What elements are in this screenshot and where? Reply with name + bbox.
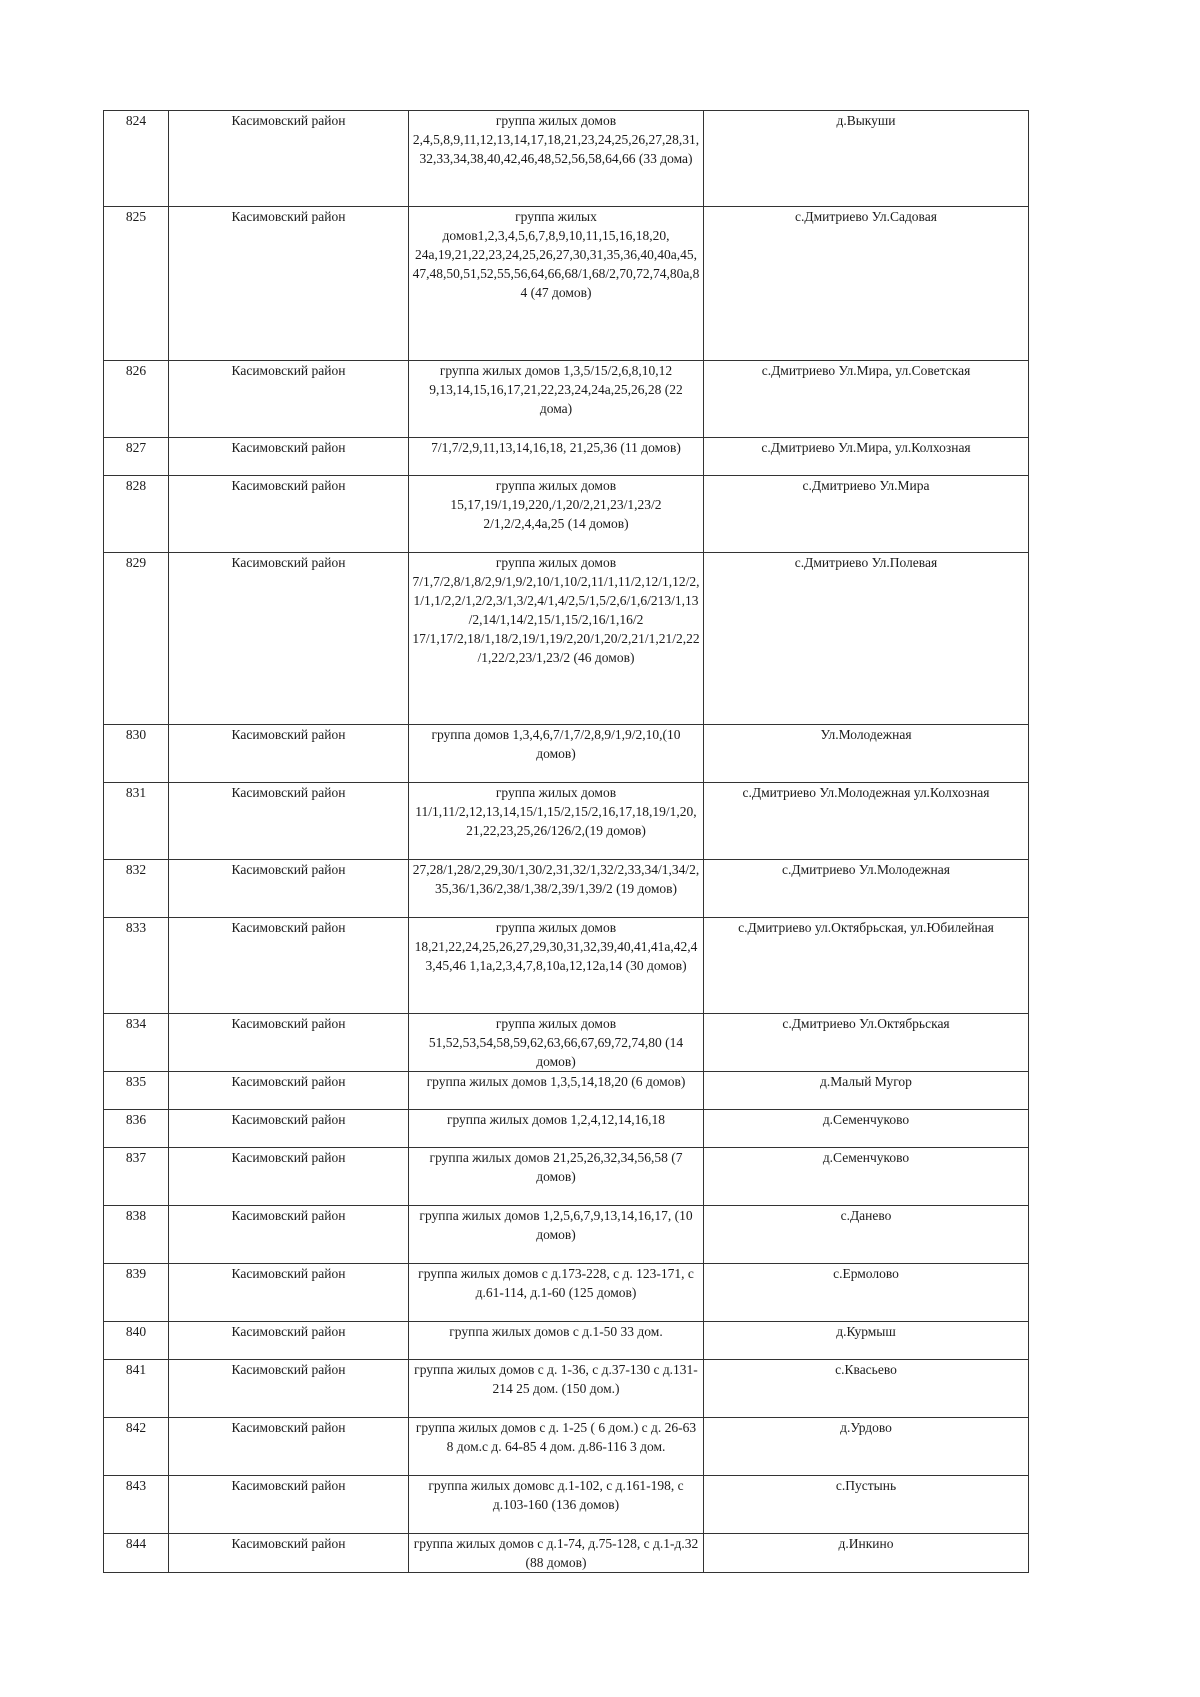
table-row bbox=[104, 725, 1029, 783]
region-cell: Касимовский район bbox=[169, 476, 409, 553]
locality-cell: с.Дмитриево Ул.Мира, ул.Колхозная bbox=[704, 438, 1029, 476]
region-cell: Касимовский район bbox=[169, 1148, 409, 1206]
houses-cell: группа жилых домов 1,3,5,14,18,20 (6 домов) bbox=[409, 1072, 704, 1110]
houses-cell: 7/1,7/2,9,11,13,14,16,18, 21,25,36 (11 домов) bbox=[409, 438, 704, 476]
region-cell: Касимовский район bbox=[169, 438, 409, 476]
table-row bbox=[104, 1072, 1029, 1110]
row-number-cell: 844 bbox=[104, 1534, 169, 1573]
locality-cell: с.Дмитриево Ул.Октябрьская bbox=[704, 1014, 1029, 1072]
row-number-cell: 842 bbox=[104, 1418, 169, 1476]
row-number-cell: 833 bbox=[104, 918, 169, 1014]
houses-cell: 27,28/1,28/2,29,30/1,30/2,31,32/1,32/2,33,34/1,34/2,35,36/1,36/2,38/1,38/2,39/1,39/2 (19 домов) bbox=[409, 860, 704, 918]
locality-cell: с.Квасьево bbox=[704, 1360, 1029, 1418]
houses-cell: группа жилых домов 18,21,22,24,25,26,27,29,30,31,32,39,40,41,41а,42,43,45,46 1,1а,2,3,4,7,8,10а,12,12а,14 (30 домов) bbox=[409, 918, 704, 1014]
row-number-cell: 838 bbox=[104, 1206, 169, 1264]
region-cell: Касимовский район bbox=[169, 1322, 409, 1360]
table-row bbox=[104, 1476, 1029, 1534]
row-number-cell: 840 bbox=[104, 1322, 169, 1360]
housing-table bbox=[103, 110, 1029, 1573]
region-cell: Касимовский район bbox=[169, 860, 409, 918]
region-cell: Касимовский район bbox=[169, 1360, 409, 1418]
table-row bbox=[104, 1360, 1029, 1418]
row-number-cell: 829 bbox=[104, 553, 169, 725]
region-cell: Касимовский район bbox=[169, 1110, 409, 1148]
region-cell: Касимовский район bbox=[169, 783, 409, 860]
region-cell: Касимовский район bbox=[169, 207, 409, 361]
locality-cell: с.Дмитриево Ул.Мира, ул.Советская bbox=[704, 361, 1029, 438]
region-cell: Касимовский район bbox=[169, 918, 409, 1014]
row-number-cell: 837 bbox=[104, 1148, 169, 1206]
table-row bbox=[104, 1110, 1029, 1148]
table-row bbox=[104, 918, 1029, 1014]
table-row bbox=[104, 860, 1029, 918]
houses-cell: группа жилых домов 1,2,4,12,14,16,18 bbox=[409, 1110, 704, 1148]
region-cell: Касимовский район bbox=[169, 1418, 409, 1476]
table-row bbox=[104, 1264, 1029, 1322]
row-number-cell: 841 bbox=[104, 1360, 169, 1418]
table-body bbox=[104, 111, 1029, 1573]
table-row bbox=[104, 438, 1029, 476]
table-row bbox=[104, 207, 1029, 361]
locality-cell: д.Семенчуково bbox=[704, 1110, 1029, 1148]
locality-cell: д.Урдово bbox=[704, 1418, 1029, 1476]
locality-cell: с.Дмитриево Ул.Мира bbox=[704, 476, 1029, 553]
locality-cell: д.Курмыш bbox=[704, 1322, 1029, 1360]
houses-cell: группа жилых домов с д.173-228, с д. 123-171, с д.61-114, д.1-60 (125 домов) bbox=[409, 1264, 704, 1322]
row-number-cell: 830 bbox=[104, 725, 169, 783]
row-number-cell: 835 bbox=[104, 1072, 169, 1110]
locality-cell: д.Выкуши bbox=[704, 111, 1029, 207]
houses-cell: группа жилых домов1,2,3,4,5,6,7,8,9,10,11,15,16,18,20, 24а,19,21,22,23,24,25,26,27,30,31,35,36,40,40а,45,47,48,50,51,52,55,56,64,66,68/1,68/2,70,72,74,80а,84 (47 домов) bbox=[409, 207, 704, 361]
houses-cell: группа жилых домов с д.1-74, д.75-128, с д.1-д.32 (88 домов) bbox=[409, 1534, 704, 1573]
locality-cell: д.Семенчуково bbox=[704, 1148, 1029, 1206]
region-cell: Касимовский район bbox=[169, 361, 409, 438]
region-cell: Касимовский район bbox=[169, 1206, 409, 1264]
table-row bbox=[104, 1534, 1029, 1573]
houses-cell: группа жилых домов с д. 1-36, с д.37-130 с д.131-214 25 дом. (150 дом.) bbox=[409, 1360, 704, 1418]
houses-cell: группа жилых домов 7/1,7/2,8/1,8/2,9/1,9/2,10/1,10/2,11/1,11/2,12/1,12/2, 1/1,1/2,2/1,2/2,3/1,3/2,4/1,4/2,5/1,5/2,6/1,6/213/1,13/2,14/1,14/2,15/1,15/2,16/1,16/2 17/1,17/2,18/1,18/2,19/1,19/2,20/1,20/2,21/1,21/2,22/1,22/2,23/1,23/2 (46 домов) bbox=[409, 553, 704, 725]
row-number-cell: 825 bbox=[104, 207, 169, 361]
locality-cell: с.Дмитриево Ул.Молодежная bbox=[704, 860, 1029, 918]
region-cell: Касимовский район bbox=[169, 1072, 409, 1110]
table-row bbox=[104, 1418, 1029, 1476]
houses-cell: группа жилых домов 15,17,19/1,19,220,/1,20/2,21,23/1,23/2 2/1,2/2,4,4а,25 (14 домов) bbox=[409, 476, 704, 553]
row-number-cell: 834 bbox=[104, 1014, 169, 1072]
locality-cell: д.Инкино bbox=[704, 1534, 1029, 1573]
houses-cell: группа жилых домов 1,3,5/15/2,6,8,10,12 9,13,14,15,16,17,21,22,23,24,24а,25,26,28 (22 дома) bbox=[409, 361, 704, 438]
row-number-cell: 836 bbox=[104, 1110, 169, 1148]
houses-cell: группа жилых домов 11/1,11/2,12,13,14,15/1,15/2,15/2,16,17,18,19/1,20,21,22,23,25,26/126/2,(19 домов) bbox=[409, 783, 704, 860]
row-number-cell: 839 bbox=[104, 1264, 169, 1322]
houses-cell: группа жилых домов с д.1-50 33 дом. bbox=[409, 1322, 704, 1360]
region-cell: Касимовский район bbox=[169, 725, 409, 783]
locality-cell: с.Дмитриево ул.Октябрьская, ул.Юбилейная bbox=[704, 918, 1029, 1014]
row-number-cell: 827 bbox=[104, 438, 169, 476]
region-cell: Касимовский район bbox=[169, 553, 409, 725]
locality-cell: с.Дмитриево Ул.Садовая bbox=[704, 207, 1029, 361]
table-row bbox=[104, 1206, 1029, 1264]
locality-cell: с.Дмитриево Ул.Полевая bbox=[704, 553, 1029, 725]
row-number-cell: 832 bbox=[104, 860, 169, 918]
locality-cell: д.Малый Мугор bbox=[704, 1072, 1029, 1110]
row-number-cell: 828 bbox=[104, 476, 169, 553]
region-cell: Касимовский район bbox=[169, 1264, 409, 1322]
table-row bbox=[104, 783, 1029, 860]
houses-cell: группа жилых домов 1,2,5,6,7,9,13,14,16,17, (10 домов) bbox=[409, 1206, 704, 1264]
locality-cell: с.Дмитриево Ул.Молодежная ул.Колхозная bbox=[704, 783, 1029, 860]
table-row bbox=[104, 1014, 1029, 1072]
row-number-cell: 824 bbox=[104, 111, 169, 207]
region-cell: Касимовский район bbox=[169, 111, 409, 207]
row-number-cell: 843 bbox=[104, 1476, 169, 1534]
houses-cell: группа жилых домов с д. 1-25 ( 6 дом.) с д. 26-63 8 дом.с д. 64-85 4 дом. д.86-116 3 дом. bbox=[409, 1418, 704, 1476]
region-cell: Касимовский район bbox=[169, 1476, 409, 1534]
locality-cell: с.Ермолово bbox=[704, 1264, 1029, 1322]
table-row bbox=[104, 111, 1029, 207]
region-cell: Касимовский район bbox=[169, 1014, 409, 1072]
region-cell: Касимовский район bbox=[169, 1534, 409, 1573]
houses-cell: группа жилых домов 51,52,53,54,58,59,62,63,66,67,69,72,74,80 (14 домов) bbox=[409, 1014, 704, 1072]
houses-cell: группа жилых домов 2,4,5,8,9,11,12,13,14,17,18,21,23,24,25,26,27,28,31,32,33,34,38,40,42,46,48,52,56,58,64,66 (33 дома) bbox=[409, 111, 704, 207]
locality-cell: с.Данево bbox=[704, 1206, 1029, 1264]
table-row bbox=[104, 1322, 1029, 1360]
houses-cell: группа жилых домовс д.1-102, с д.161-198, с д.103-160 (136 домов) bbox=[409, 1476, 704, 1534]
locality-cell: с.Пустынь bbox=[704, 1476, 1029, 1534]
table-row bbox=[104, 361, 1029, 438]
row-number-cell: 826 bbox=[104, 361, 169, 438]
houses-cell: группа домов 1,3,4,6,7/1,7/2,8,9/1,9/2,10,(10 домов) bbox=[409, 725, 704, 783]
row-number-cell: 831 bbox=[104, 783, 169, 860]
locality-cell: Ул.Молодежная bbox=[704, 725, 1029, 783]
table-row bbox=[104, 476, 1029, 553]
houses-cell: группа жилых домов 21,25,26,32,34,56,58 (7 домов) bbox=[409, 1148, 704, 1206]
table-row bbox=[104, 1148, 1029, 1206]
table-row bbox=[104, 553, 1029, 725]
